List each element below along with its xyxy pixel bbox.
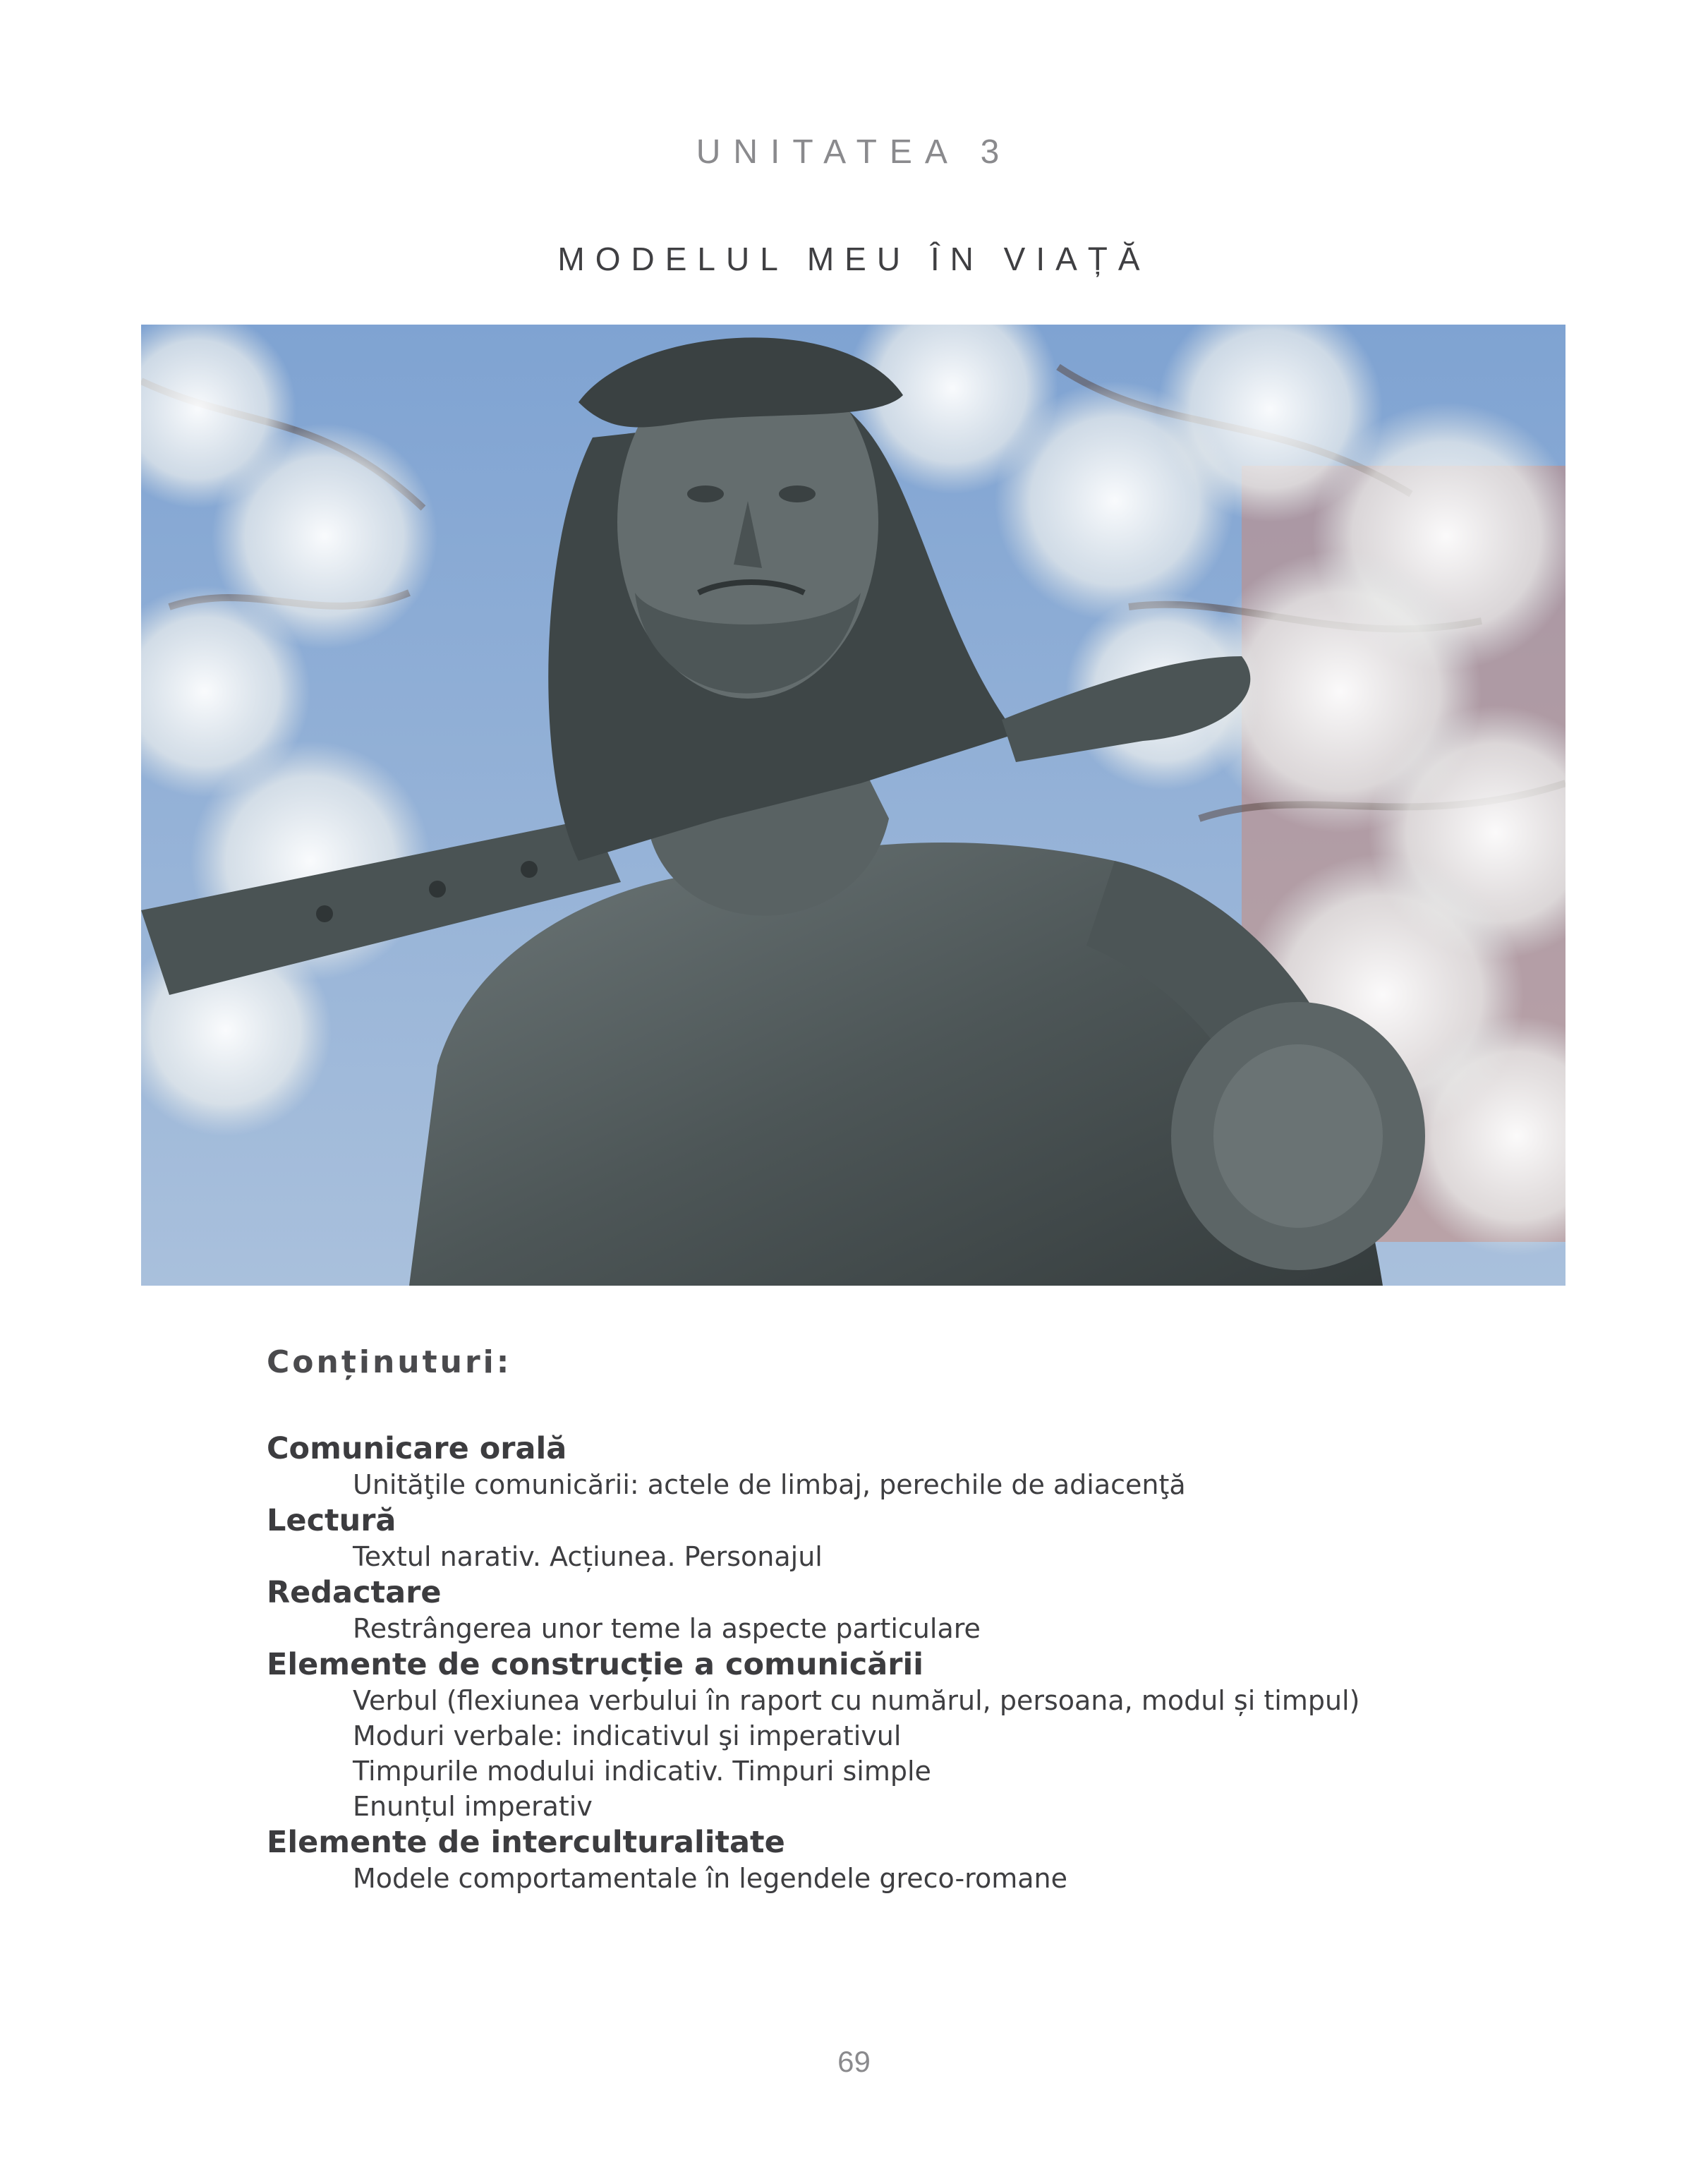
page-number: 69 xyxy=(837,2045,871,2078)
unit-label: UNITATEA 3 xyxy=(696,133,1012,171)
section-title-oral-communication: Comunicare orală xyxy=(267,1431,567,1466)
section-item: Verbul (flexiunea verbului în raport cu numărul, persoana, modul și timpul) xyxy=(353,1685,1360,1716)
contents-heading: Conținuturi: xyxy=(267,1344,512,1380)
section-item: Unităţile comunicării: actele de limbaj, perechile de adiacenţă xyxy=(353,1469,1186,1500)
section-title-interculturality: Elemente de interculturalitate xyxy=(267,1825,785,1860)
section-item: Timpurile modului indicativ. Timpuri simple xyxy=(353,1756,931,1787)
section-title-reading: Lectură xyxy=(267,1503,396,1538)
statue-photo xyxy=(141,325,1565,1286)
section-item: Restrângerea unor teme la aspecte particulare xyxy=(353,1613,981,1644)
contents-block xyxy=(267,1337,1537,1896)
section-item: Textul narativ. Acțiunea. Personajul xyxy=(353,1541,823,1572)
unit-title: MODELUL MEU ÎN VIAȚĂ xyxy=(557,241,1151,277)
section-item: Modele comportamentale în legendele greco-romane xyxy=(353,1863,1067,1894)
section-title-writing: Redactare xyxy=(267,1575,442,1610)
section-item: Enunțul imperativ xyxy=(353,1791,593,1822)
section-item: Moduri verbale: indicativul şi imperativul xyxy=(353,1720,902,1751)
section-title-communication-elements: Elemente de construcție a comunicării xyxy=(267,1647,923,1682)
